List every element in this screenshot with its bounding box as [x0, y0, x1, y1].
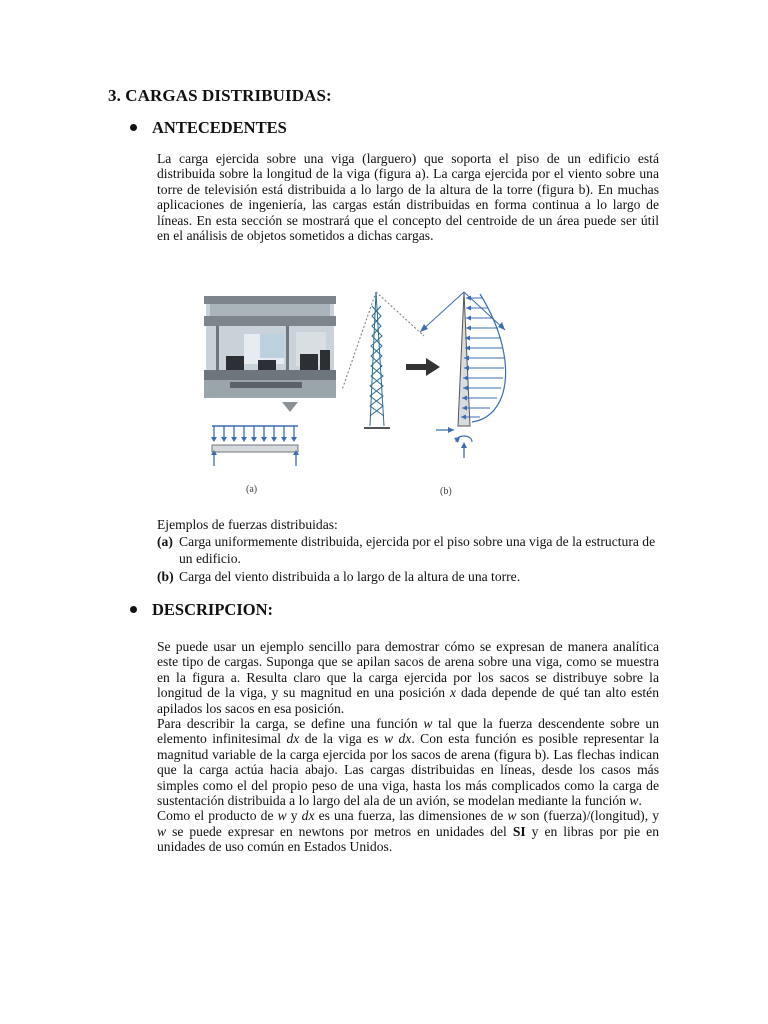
text-run: tal que la fuerza descendente sobre un elemento infinitesimal: [157, 716, 659, 747]
caption-item-b-text: Carga del viento distribuida a lo largo de la altura de una torre.: [179, 568, 521, 584]
math-var-dx: dx: [301, 808, 315, 824]
tv-tower-illustration: [342, 292, 424, 428]
text-run: de la viga es: [299, 731, 384, 747]
heading-descripcion-text: DESCRIPCION:: [152, 600, 274, 619]
math-var-w: w: [157, 823, 167, 839]
distributed-loads-figure: [200, 286, 545, 498]
math-var-x: x: [449, 685, 457, 701]
heading-antecedentes-text: ANTECEDENTES: [152, 118, 287, 137]
uniform-load-beam: [211, 426, 299, 466]
paragraph-antecedentes: [157, 151, 659, 243]
wind-load-tower: [420, 292, 506, 458]
transition-arrow: [406, 358, 440, 376]
figure-label-a: (a): [246, 484, 258, 495]
text-run: Se puede usar un ejemplo sencillo para demostrar cómo se expresan de manera analítica este tipo de cargas. Suponga que se apilan sacos de arena sobre una viga, como se muestra en la figura a. Resulta claro que la carga ejercida por los sacos se distribuye sobre la longitud de la viga, y su magnitud en una posición: [157, 639, 659, 701]
text-run: dada depende de qué tan alto estén apilados los sacos en esa posición.: [157, 685, 659, 716]
caption-item-b-label: (b): [157, 568, 174, 584]
bullet-dot: [130, 606, 137, 613]
descripcion-p2: [157, 716, 659, 808]
paragraph-descripcion: [157, 639, 659, 855]
caption-item-a-label: (a): [157, 534, 173, 550]
text-run: y en libras por pie en unidades de uso común en Estados Unidos.: [157, 823, 660, 855]
heading-descripcion: [130, 600, 273, 620]
bullet-dot: [130, 124, 137, 131]
math-var-w: w: [629, 793, 639, 809]
math-var-wdx: w dx: [383, 731, 412, 747]
figure-caption: [157, 516, 659, 585]
text-run: Para describir la carga, se define una función: [157, 716, 424, 732]
text-run: .: [638, 793, 642, 809]
text-run: y: [286, 808, 302, 824]
text-run: se puede expresar en newtons por metros en unidades del: [166, 823, 513, 839]
math-var-w: w: [277, 808, 287, 824]
section-title: 3. CARGAS DISTRIBUIDAS:: [108, 86, 332, 105]
math-var-w: w: [507, 808, 517, 824]
text-run: . Con esta función es posible representar la magnitud variable de la carga ejercida por los sacos de arena (figura b). Las flechas indican que la carga actúa hacia abajo. Las cargas distribuidas en líneas, desde los casos más simples como el del propio peso de una viga, hasta los más complicados como la carga de sustentación distribuida a lo largo del ala de un avión, se modelan mediante la función: [157, 731, 659, 809]
text-run: son (fuerza)/(longitud), y: [516, 808, 660, 824]
figure-label-b: (b): [440, 486, 452, 497]
caption-item-a: [157, 533, 659, 567]
descripcion-p1: [157, 639, 659, 716]
descripcion-p3: [157, 808, 659, 854]
math-var-w: w: [423, 716, 433, 732]
antecedentes-text: La carga ejercida sobre una viga (larguero) que soporta el piso de un edificio está distribuida sobre la longitud de la viga (figura a). La carga ejercida por el viento sobre una torre de televisión está distribuida a lo largo de la altura de la torre (figura b). En muchas aplicaciones de ingeniería, las cargas están distribuidas en forma continua a lo largo de líneas. En esta sección se mostrará que el concepto del centroide de un área puede ser útil en el análisis de objetos sometidos a dichas cargas.: [157, 151, 659, 244]
math-var-dx: dx: [286, 731, 300, 747]
caption-intro: Ejemplos de fuerzas distribuidas:: [157, 517, 338, 532]
text-run: es una fuerza, las dimensiones de: [314, 808, 508, 824]
unit-system-si: SI: [512, 823, 526, 839]
caption-item-b: [157, 568, 659, 585]
caption-item-a-text: Carga uniformemente distribuida, ejercida por el piso sobre una viga de la estructura de un edificio.: [179, 534, 656, 567]
heading-antecedentes: [130, 118, 287, 138]
building-interior-illustration: [204, 296, 336, 412]
text-run: Como el producto de: [157, 808, 278, 824]
